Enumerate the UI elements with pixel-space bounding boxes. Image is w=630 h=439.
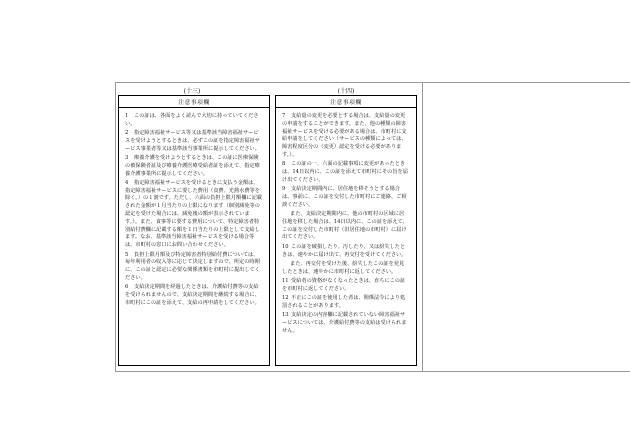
note-item: 13 支給決定の内容欄に記載されていない障害福祉サービスについては、介護給付費等の支給は受けられません。 bbox=[282, 312, 407, 334]
sheet-border-bottom bbox=[115, 371, 630, 372]
note-item: 4 指定障害福祉サービスを受けるときに支払う金額は、指定障害福祉サービスに要した費用（食費、光熱水費等を除く。）の１割です。ただし、六面の負担上限月額欄に記載された金額が１月当たりの上限になります（個別減免等の認定を受けた場合には、減免後の額が表示されています。）。また、食事等に要する費用について、特定障害者特別給付費欄に記載する額を１日当たりの上限として支給します。なお、基準該当障害福祉サービスを受ける場合等は、市町村の窓口にお問い合わせください。 bbox=[125, 179, 262, 249]
sheet-border-top bbox=[115, 82, 630, 83]
note-item: 11 受給者の資格がなくなったときは、直ちにこの証を市町村に返してください。 bbox=[282, 277, 406, 292]
note-item: 5 負担上限月額及び特定障害者特別給付費については、毎年利用者の収入等に応じて決定しますので、所定の時期に、この証と認定に必要な関係書類を市町村に提出してください。 bbox=[125, 251, 260, 281]
note-item: 7 支給量の変更を必要とする場合は、支給量の変更の申請をすることができます。また、他の種類の障害福祉サービスを受ける必要がある場合は、市町村に支給申請をしてください（サービスの種類によっては、障害程度区分の（変更）認定を受ける必要があります。）。 bbox=[282, 113, 407, 158]
section-number-13: (十三) bbox=[183, 88, 201, 95]
notes-list bbox=[276, 108, 416, 336]
note-subparagraph: また、支給決定期間内に、他の市町村の区域に居住地を移した場合は、14日以内に、この証を添えて、この証を交付した市町村（旧居住地の市町村）に届け出てください。 bbox=[282, 211, 408, 241]
note-item: 3 療養介護を受けようとするときは、この証に医療保険の被保険者証及び療養介護医療受給者証を添えて、指定療養介護事業所に提示してください。 bbox=[125, 154, 260, 177]
note-item: 12 不正にこの証を使用した者は、関係法令により処罰されることがあります。 bbox=[282, 295, 406, 309]
note-item: 8 この証の一、六面の記載事項に変更があったときは、14日以内に、この証を添えて市町村にその旨を届け出てください。 bbox=[282, 161, 408, 183]
notes-list bbox=[119, 108, 269, 308]
note-item: 2 指定障害福祉サービス等又は基準該当障害福祉サービスを受けようとするときは、必ずこの証を指定障害福祉サービス事業者等又は基準該当事業所に提示してください。 bbox=[125, 130, 260, 152]
sheet-border-divider bbox=[422, 82, 423, 372]
note-item: 9 支給決定期間内に、居住地を移そうとする場合は、事前に、この証を交付した市町村にご連絡、ご相談ください。 bbox=[282, 186, 407, 208]
notes-panel-14 bbox=[275, 95, 417, 366]
note-item: 10 この証を破損したり、汚したり、又は紛失したときは、速やかに届け出て、再交付を受けてください。 bbox=[282, 243, 407, 258]
note-item: 1 この証は、各面をよく読んで大切に持っていてください。 bbox=[125, 113, 259, 127]
notes-panel-13 bbox=[118, 95, 270, 366]
panel-heading: 注意事項欄 bbox=[119, 96, 269, 108]
sheet-border-left bbox=[115, 82, 116, 372]
panel-heading: 注意事項欄 bbox=[276, 96, 416, 108]
note-subparagraph: また、再交付を受けた後、紛失したこの証を発見したときは、速やかに市町村に返してください。 bbox=[282, 260, 405, 275]
note-item: 6 支給決定期間を経過したときは、介護給付費等の支給を受けられませんので、支給決定期間を継続する場合に、市町村にこの証を添えて、支給の再申請をしてください。 bbox=[125, 284, 260, 306]
section-number-14: (十四) bbox=[337, 88, 355, 95]
